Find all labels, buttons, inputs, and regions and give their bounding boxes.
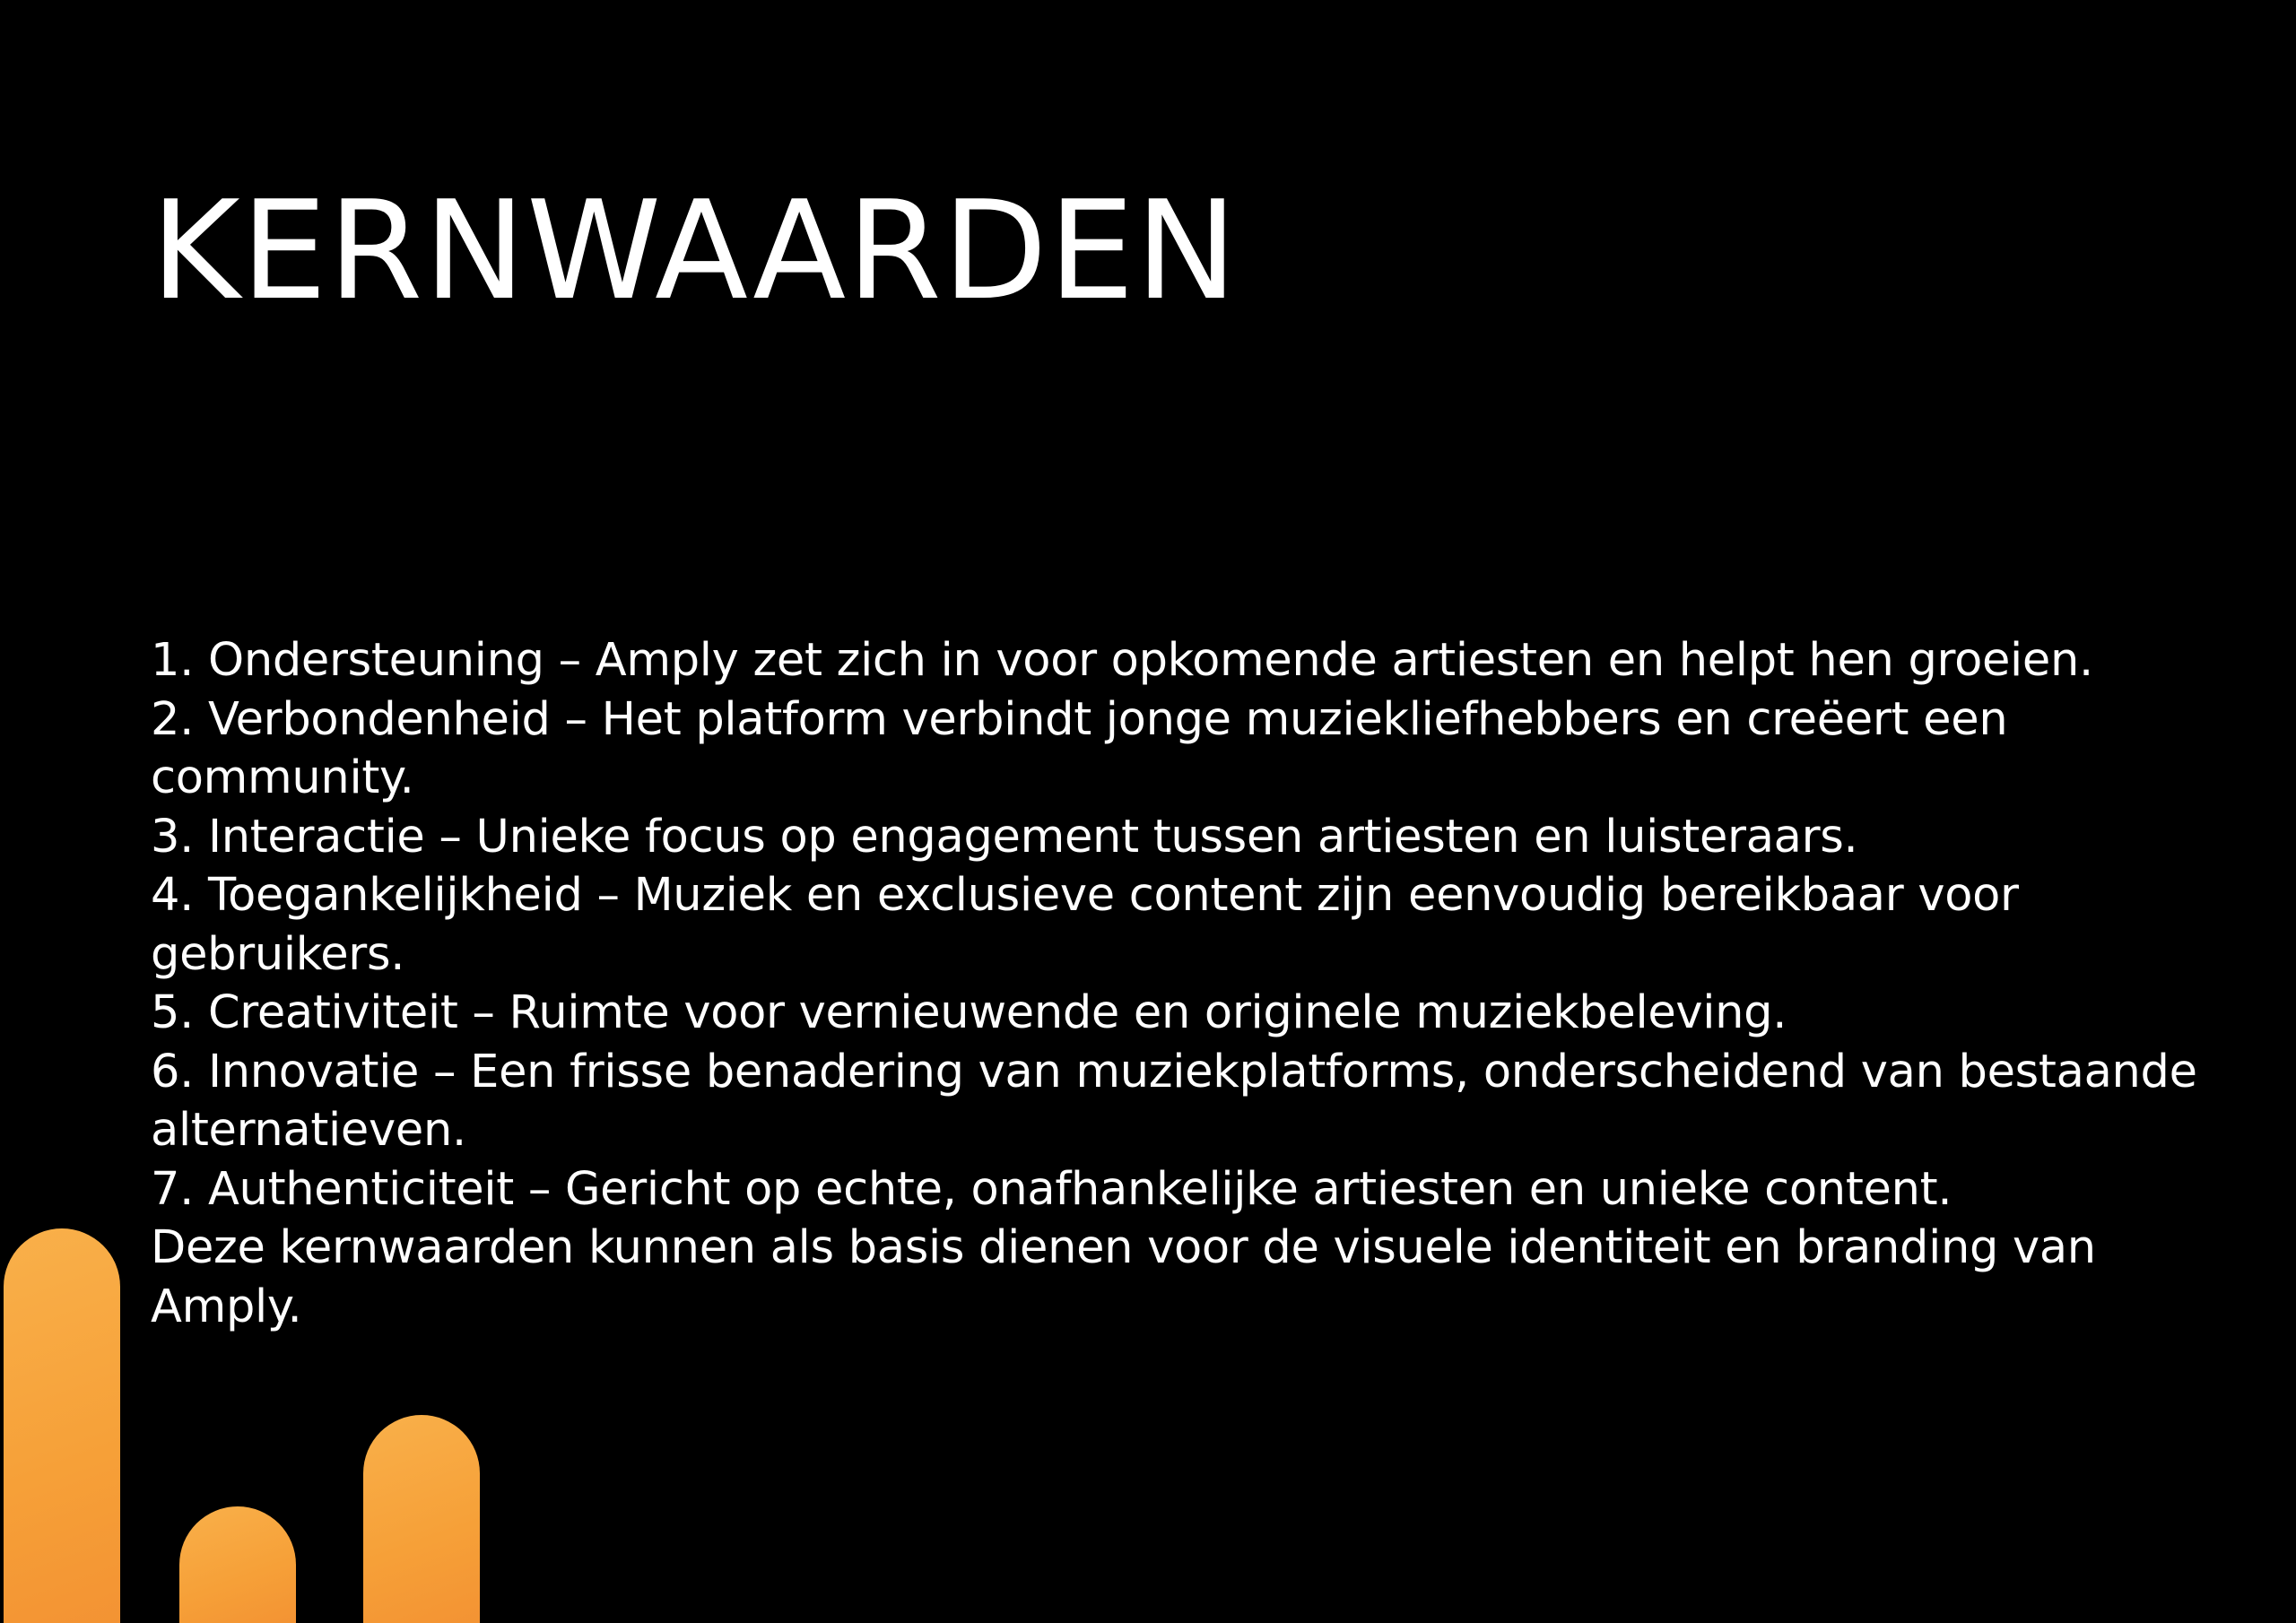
equalizer-bar-short xyxy=(179,1506,296,1623)
equalizer-bar-medium xyxy=(363,1415,480,1623)
core-value-item: 3. Interactie – Unieke focus op engagement tussen artiesten en luisteraars. xyxy=(151,810,1858,864)
core-value-item: 2. Verbondenheid – Het platform verbindt jonge muziekliefhebbers en creëert een community. xyxy=(151,692,2008,804)
closing-statement: Deze kernwaarden kunnen als basis dienen voor de visuele identiteit en branding van Amply. xyxy=(151,1221,2096,1333)
slide-title: KERNWAARDEN xyxy=(151,171,1239,330)
equalizer-bar-tall xyxy=(4,1228,120,1623)
core-value-item: 7. Authenticiteit – Gericht op echte, onafhankelijke artiesten en unieke content. xyxy=(151,1162,1952,1216)
core-value-item: 6. Innovatie – Een frisse benadering van muziekplatforms, onderscheidend van bestaande alternatieven. xyxy=(151,1045,2197,1157)
core-value-item: 5. Creativiteit – Ruimte voor vernieuwende en originele muziekbeleving. xyxy=(151,986,1787,1039)
core-values-text xyxy=(151,631,2213,1336)
core-value-item: 4. Toegankelijkheid – Muziek en exclusieve content zijn eenvoudig bereikbaar voor gebruikers. xyxy=(151,869,2019,981)
core-value-item: 1. Ondersteuning – Amply zet zich in voor opkomende artiesten en helpt hen groeien. xyxy=(151,634,2093,687)
